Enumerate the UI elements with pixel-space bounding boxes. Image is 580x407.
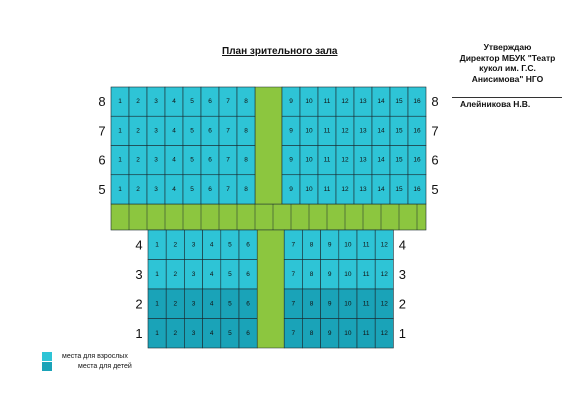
seat-number: 14 <box>377 127 385 135</box>
seat-number: 16 <box>413 127 421 135</box>
seat-number: 8 <box>309 300 314 308</box>
seat-number: 4 <box>209 329 214 337</box>
seat-number: 7 <box>226 127 230 135</box>
seat-number: 5 <box>228 329 232 337</box>
seat-number: 5 <box>190 98 194 106</box>
row-number-left: 8 <box>98 94 106 110</box>
seat-number: 12 <box>341 98 349 106</box>
center-aisle-lower <box>257 230 284 348</box>
row-number-left: 6 <box>98 152 106 168</box>
seat-number: 5 <box>228 270 232 278</box>
legend-adult-swatch <box>42 352 52 361</box>
seat-number: 2 <box>136 127 140 135</box>
seat-number: 2 <box>136 185 140 193</box>
legend-child <box>42 361 132 371</box>
seat-number: 1 <box>118 127 122 135</box>
seat-number: 9 <box>289 98 293 106</box>
seat-number: 1 <box>118 98 122 106</box>
seat-number: 9 <box>327 241 332 249</box>
seat-number: 11 <box>362 329 370 337</box>
seat-number: 13 <box>359 156 367 164</box>
seat-number: 15 <box>395 185 403 193</box>
seat-number: 8 <box>244 127 248 135</box>
seat-number: 7 <box>226 185 230 193</box>
seat-number: 16 <box>413 185 421 193</box>
seat-number: 4 <box>172 156 176 164</box>
seat-number: 5 <box>190 127 194 135</box>
row-number-right: 7 <box>431 123 439 139</box>
seat-number: 7 <box>226 156 230 164</box>
seat-number: 12 <box>341 156 349 164</box>
seat-number: 3 <box>191 329 196 337</box>
legend-adult <box>42 351 132 361</box>
seat-number: 10 <box>344 329 352 337</box>
seat-number: 10 <box>305 98 313 106</box>
seat-number: 8 <box>244 98 248 106</box>
seat-number: 3 <box>191 300 196 308</box>
seat-number: 14 <box>377 98 385 106</box>
seat-number: 5 <box>190 156 194 164</box>
seat-number: 5 <box>228 241 232 249</box>
seat-number: 11 <box>362 270 370 278</box>
seat-number: 1 <box>155 270 159 278</box>
approval-line: Утверждаю <box>483 42 532 52</box>
seat-number: 16 <box>413 98 421 106</box>
seat-number: 5 <box>190 185 194 193</box>
seat-number: 2 <box>136 98 140 106</box>
approval-line: кукол им. Г.С. <box>479 63 536 74</box>
seat-number: 6 <box>208 98 212 106</box>
seat-number: 11 <box>323 98 331 106</box>
seat-number: 9 <box>289 185 293 193</box>
seat-number: 1 <box>118 156 122 164</box>
legend-child-swatch <box>42 362 52 371</box>
seat-number: 10 <box>305 185 313 193</box>
plan-title: План зрительного зала <box>222 46 338 57</box>
seat-number: 12 <box>341 127 349 135</box>
seat-number: 4 <box>172 98 176 106</box>
seat-number: 12 <box>380 270 388 278</box>
seat-number: 6 <box>208 127 212 135</box>
approval-line: Директор МБУК "Театр <box>459 52 556 63</box>
seat-number: 1 <box>155 241 159 249</box>
seat-number: 8 <box>244 185 248 193</box>
row-number-right: 8 <box>431 94 439 110</box>
seat-number: 8 <box>309 241 314 249</box>
seat-number: 3 <box>154 156 158 164</box>
seat-number: 7 <box>291 241 296 249</box>
row-number-right: 6 <box>431 152 439 168</box>
seat-number: 7 <box>291 270 296 278</box>
seat-number: 10 <box>344 270 352 278</box>
seat-number: 9 <box>327 270 332 278</box>
seat-number: 7 <box>226 98 230 106</box>
seat-number: 3 <box>154 127 158 135</box>
row-number-left: 1 <box>135 325 143 341</box>
seat-number: 11 <box>323 185 331 193</box>
seat-number: 1 <box>155 300 159 308</box>
seat-number: 2 <box>173 300 178 308</box>
seat-number: 15 <box>395 156 403 164</box>
seat-number: 6 <box>208 185 212 193</box>
row-number-left: 4 <box>135 237 143 253</box>
seat-number: 4 <box>172 185 176 193</box>
seat-number: 7 <box>291 329 296 337</box>
seat-number: 6 <box>246 270 250 278</box>
seat-number: 2 <box>173 241 178 249</box>
seat-number: 9 <box>289 156 293 164</box>
seat-number: 3 <box>191 241 196 249</box>
row-number-left: 5 <box>98 181 106 197</box>
seat-number: 8 <box>309 329 314 337</box>
seat-number: 13 <box>359 98 367 106</box>
seat-number: 14 <box>377 185 385 193</box>
seat-number: 12 <box>380 329 388 337</box>
row-number-right: 4 <box>398 237 407 253</box>
seat-number: 10 <box>344 241 352 249</box>
row-number-right: 5 <box>431 181 439 197</box>
seat-number: 10 <box>344 300 352 308</box>
seat-number: 12 <box>380 241 388 249</box>
seat-number: 8 <box>309 270 314 278</box>
legend-child-label: места для детей <box>78 362 132 370</box>
row-number-right: 1 <box>398 325 407 341</box>
legend-adult-label: места для взрослых <box>62 352 128 360</box>
seat-number: 2 <box>173 270 178 278</box>
seat-number: 6 <box>246 241 250 249</box>
seat-number: 1 <box>155 329 159 337</box>
signature-name: Алейникова Н.В. <box>460 99 531 109</box>
seat-number: 11 <box>323 127 331 135</box>
seat-number: 15 <box>395 127 403 135</box>
seat-number: 16 <box>413 156 421 164</box>
legend <box>42 351 132 371</box>
seat-number: 13 <box>359 185 367 193</box>
seat-number: 6 <box>246 329 250 337</box>
seat-number: 5 <box>228 300 232 308</box>
seat-number: 1 <box>118 185 122 193</box>
seat-number: 4 <box>209 270 214 278</box>
seat-number: 15 <box>395 98 403 106</box>
seat-number: 14 <box>377 156 385 164</box>
seat-number: 7 <box>291 300 296 308</box>
seat-number: 12 <box>341 185 349 193</box>
seat-number: 10 <box>305 156 313 164</box>
seat-number: 10 <box>305 127 313 135</box>
seat-number: 3 <box>154 185 158 193</box>
seat-number: 2 <box>173 329 178 337</box>
seat-number: 11 <box>362 241 370 249</box>
row-number-right: 3 <box>398 266 407 282</box>
seat-number: 9 <box>327 329 332 337</box>
seat-number: 9 <box>289 127 293 135</box>
seat-number: 11 <box>362 300 370 308</box>
row-number-left: 7 <box>98 123 106 139</box>
seat-number: 6 <box>246 300 250 308</box>
seat-number: 4 <box>172 127 176 135</box>
seat-number: 4 <box>209 241 214 249</box>
horizontal-aisle <box>111 204 426 230</box>
center-aisle-upper <box>255 87 282 204</box>
seat-number: 3 <box>191 270 196 278</box>
seat-number: 12 <box>380 300 388 308</box>
row-number-left: 2 <box>135 296 143 312</box>
seat-number: 2 <box>136 156 140 164</box>
seat-number: 13 <box>359 127 367 135</box>
seat-number: 8 <box>244 156 248 164</box>
approval-line: Анисимова" НГО <box>471 73 544 84</box>
seat-number: 6 <box>208 156 212 164</box>
row-number-left: 3 <box>135 266 143 282</box>
seat-number: 11 <box>323 156 331 164</box>
seat-number: 9 <box>327 300 332 308</box>
seat-number: 3 <box>154 98 158 106</box>
row-number-right: 2 <box>398 296 407 312</box>
seat-number: 4 <box>209 300 214 308</box>
